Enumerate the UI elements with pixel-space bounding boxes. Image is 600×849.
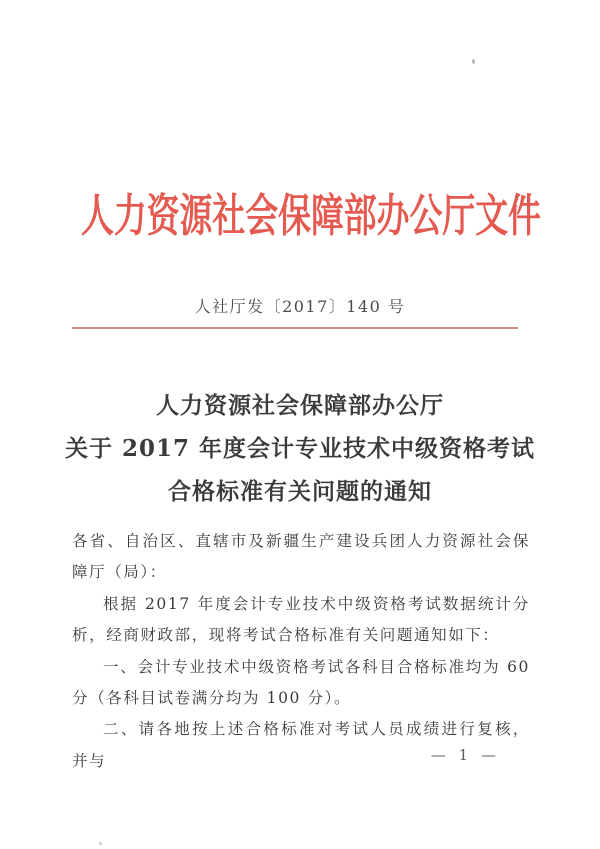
- body-paragraph-2: 一、会计专业技术中级资格考试各科目合格标准均为 60 分（各科目试卷满分均为 100 分）。: [72, 657, 530, 708]
- scan-artifact-speck: [472, 59, 475, 64]
- document-title-line-1: 人力资源社会保障部办公厅: [156, 392, 444, 419]
- document-body: [72, 526, 530, 777]
- letterhead-title: 人力资源社会保障部办公厅文件: [81, 189, 541, 242]
- scan-artifact-speck: [99, 842, 102, 845]
- page-number: — 1 —: [430, 746, 500, 764]
- document-title-line-3: 合格标准有关问题的通知: [168, 478, 432, 505]
- red-divider-rule: [72, 327, 518, 329]
- body-paragraph-1: 根据 2017 年度会计专业技术中级资格考试数据统计分析，经商财政部，现将考试合格标准有关问题通知如下：: [72, 594, 530, 645]
- salutation: 各省、自治区、直辖市及新疆生产建设兵团人力资源社会保障厅（局）：: [72, 532, 530, 582]
- document-number: 人社厅发〔2017〕140 号: [194, 297, 406, 316]
- body-paragraph-3: 二、请各地按上述合格标准对考试人员成绩进行复核，并与: [72, 720, 530, 770]
- document-title: [30, 384, 570, 513]
- document-title-line-2: 关于 2017 年度会计专业技术中级资格考试: [64, 435, 536, 462]
